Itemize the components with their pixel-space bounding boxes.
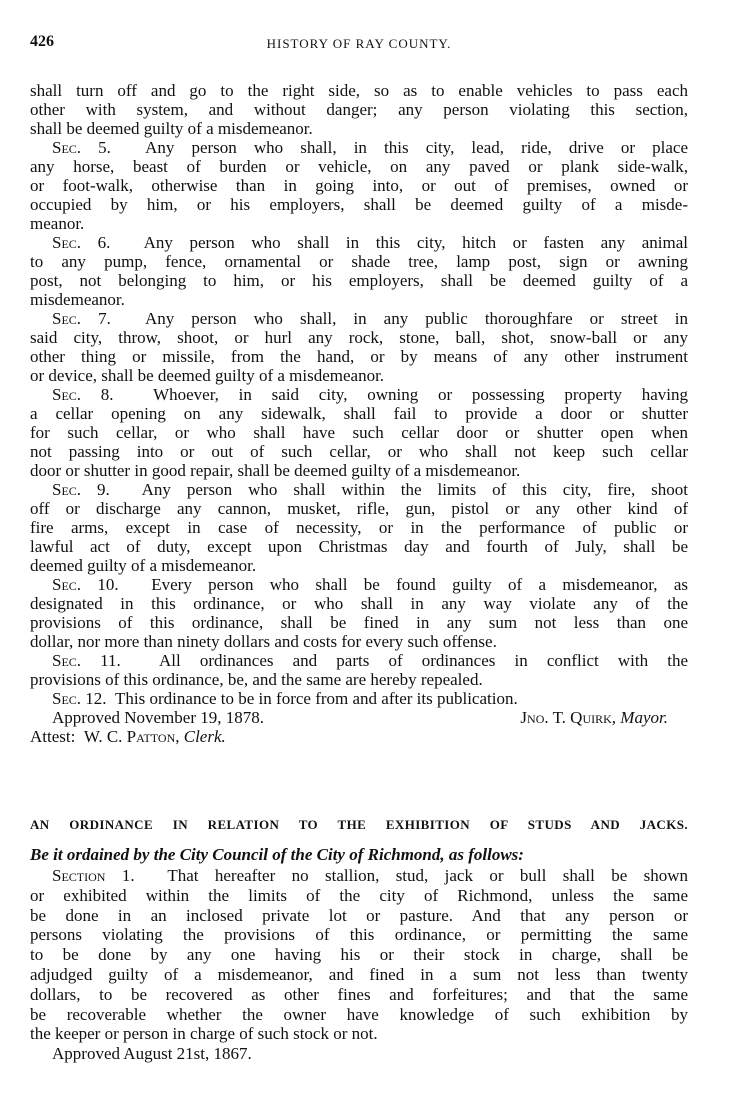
line-text: or foot-walk, otherwise than in going into, or out of premises, owned or: [30, 176, 688, 195]
section-paragraph: [30, 866, 688, 1044]
section-label: Sec. 8.: [52, 385, 114, 404]
line-text: or device, shall be deemed guilty of a misdemeanor.: [30, 366, 385, 385]
text-line: [30, 328, 688, 347]
running-title: HISTORY OF RAY COUNTY.: [266, 36, 452, 51]
line-text: provisions of this ordinance, shall be fined in any sum not less than one: [30, 613, 688, 632]
text-line: [30, 309, 688, 328]
text-line: [30, 518, 688, 537]
text-line: [30, 347, 688, 366]
text-line: [30, 461, 688, 480]
section-label: Sec. 10.: [52, 575, 119, 594]
section-paragraph: [30, 138, 688, 233]
ordinance-1-body: [30, 81, 688, 746]
text-line: [30, 385, 688, 404]
section-paragraph: [30, 575, 688, 651]
text-line: [30, 233, 688, 252]
ordinance-2-title: AN ORDINANCE IN RELATION TO THE EXHIBITION OF STUDS AND JACKS.: [30, 817, 688, 832]
paragraph: [30, 81, 688, 138]
line-text: Any person who shall in this city, hitch or fasten any animal: [143, 233, 689, 252]
line-text: shall turn off and go to the right side, so as to enable vehicles to pass each: [30, 81, 688, 100]
text-line: [30, 906, 688, 926]
text-line: [30, 575, 688, 594]
line-text: Any person who shall, in any public thoroughfare or street in: [144, 309, 688, 328]
line-text: shall be deemed guilty of a misdemeanor.: [30, 119, 313, 138]
text-line: [30, 81, 688, 100]
line-text: Whoever, in said city, owning or possessing property having: [153, 385, 688, 404]
text-line: [30, 945, 688, 965]
section-paragraph: [30, 385, 688, 480]
text-line: [30, 886, 688, 906]
line-text: door or shutter in good repair, shall be deemed guilty of a misdemeanor.: [30, 461, 521, 480]
approval-line: [30, 708, 688, 727]
text-line: [30, 214, 688, 233]
text-line: [30, 423, 688, 442]
text-line: [30, 442, 688, 461]
running-header: [30, 33, 688, 53]
line-text: Any person who shall, in this city, lead, ride, drive or place: [145, 138, 688, 157]
line-text: This ordinance to be in force from and after its publication.: [115, 689, 518, 708]
attest-line: [30, 727, 688, 746]
text-line: [30, 195, 688, 214]
clerk-name: W. C. Patton,: [83, 727, 180, 746]
ordinance-2-body: [30, 866, 688, 1064]
section-label: Sec. 7.: [52, 309, 111, 328]
line-text: to any pump, fence, ornamental or shade tree, lamp post, sign or awning: [30, 252, 688, 271]
line-text: dollar, nor more than ninety dollars and costs for every such offense.: [30, 632, 497, 651]
text-line: [30, 119, 688, 138]
text-line: [30, 537, 688, 556]
line-text: to be done by any one having his or their stock in charge, shall be: [30, 945, 688, 965]
line-text: adjudged guilty of a misdemeanor, and fined in a sum not less than twenty: [30, 964, 688, 984]
text-line: [30, 632, 688, 651]
text-line: [30, 925, 688, 945]
page-number: 426: [30, 33, 54, 50]
line-text: Any person who shall within the limits of this city, fire, shoot: [141, 480, 688, 499]
text-line: [30, 651, 688, 670]
line-text: not passing into or out of such cellar, or who shall not keep such cellar: [30, 442, 688, 461]
line-text: or exhibited within the limits of the city of Richmond, unless the same: [30, 885, 688, 905]
text-line: [30, 138, 688, 157]
text-line: [30, 499, 688, 518]
line-text: provisions of this ordinance, be, and the same are hereby repealed.: [30, 670, 483, 689]
line-text: deemed guilty of a misdemeanor.: [30, 556, 257, 575]
text-line: [30, 689, 688, 708]
line-text: dollars, to be recovered as other fines and forfeitures; and that the same: [30, 984, 688, 1004]
mayor-title: Mayor.: [620, 708, 668, 727]
mayor-signature: [520, 708, 668, 727]
approval-date: Approved November 19, 1878.: [52, 708, 264, 727]
section-label: Sec. 11.: [52, 651, 121, 670]
text-line: [30, 965, 688, 985]
text-line: [30, 866, 688, 886]
section-label: Sec. 6.: [52, 233, 111, 252]
text-line: [30, 100, 688, 119]
line-text: occupied by him, or his employers, shall be deemed guilty of a misde-: [30, 195, 688, 214]
text-line: [30, 985, 688, 1005]
text-line: [30, 1024, 688, 1044]
clerk-title: Clerk.: [183, 727, 226, 746]
text-line: [30, 252, 688, 271]
section-paragraph: [30, 480, 688, 575]
line-text: Every person who shall be found guilty of a misdemeanor, as: [151, 575, 689, 594]
text-line: [30, 404, 688, 423]
text-line: [30, 176, 688, 195]
line-text: That hereafter no stallion, stud, jack or bull shall be shown: [167, 866, 689, 885]
line-text: other with system, and without danger; any person violating this section,: [30, 100, 688, 119]
text-line: [30, 613, 688, 632]
text-line: [30, 480, 688, 499]
line-text: other thing or missile, from the hand, or by means of any other instrument: [30, 347, 688, 366]
text-line: [30, 670, 688, 689]
line-text: lawful act of duty, except upon Christmas day and fourth of July, shall be: [30, 537, 688, 556]
text-line: [30, 290, 688, 309]
section-paragraph: [30, 689, 688, 708]
enacting-clause: Be it ordained by the City Council of the City of Richmond, as follows:: [30, 845, 524, 864]
line-text: meanor.: [30, 214, 85, 233]
line-text: fire arms, except in case of necessity, or in the performance of public or: [30, 518, 688, 537]
attest-label: Attest:: [30, 727, 76, 746]
section-paragraph: [30, 309, 688, 385]
section-paragraph: [30, 233, 688, 309]
line-text: any horse, beast of burden or vehicle, on any paved or plank side-walk,: [30, 157, 688, 176]
text-line: [30, 1005, 688, 1025]
line-text: post, not belonging to him, or his employers, shall be deemed guilty of a: [30, 271, 688, 290]
line-text: All ordinances and parts of ordinances in conflict with the: [159, 651, 688, 670]
section-label: Section 1.: [52, 866, 135, 885]
line-text: designated in this ordinance, or who shall in any way violate any of the: [30, 594, 688, 613]
text-line: [30, 271, 688, 290]
line-text: the keeper or person in charge of such stock or not.: [30, 1024, 378, 1044]
line-text: off or discharge any cannon, musket, rifle, gun, pistol or any other kind of: [30, 499, 688, 518]
line-text: said city, throw, shoot, or hurl any rock, stone, ball, shot, snow-ball or any: [30, 328, 688, 347]
section-paragraph: [30, 651, 688, 689]
line-text: be done in an inclosed private lot or pasture. And that any person or: [30, 905, 688, 925]
line-text: misdemeanor.: [30, 290, 125, 309]
approval-line: Approved August 21st, 1867.: [52, 1044, 252, 1064]
section-label: Sec. 5.: [52, 138, 111, 157]
text-line: [30, 556, 688, 575]
line-text: for such cellar, or who shall have such cellar door or shutter open when: [30, 423, 688, 442]
text-line: [30, 366, 688, 385]
line-text: be recoverable whether the owner have knowledge of such exhibition by: [30, 1004, 688, 1024]
line-text: persons violating the provisions of this ordinance, or permitting the same: [30, 925, 688, 945]
text-line: [30, 594, 688, 613]
section-label: Sec. 9.: [52, 480, 110, 499]
text-line: [30, 157, 688, 176]
line-text: a cellar opening on any sidewalk, shall fail to provide a door or shutter: [30, 404, 688, 423]
section-label: Sec. 12.: [52, 689, 107, 708]
mayor-name: Jno. T. Quirk,: [520, 708, 617, 727]
